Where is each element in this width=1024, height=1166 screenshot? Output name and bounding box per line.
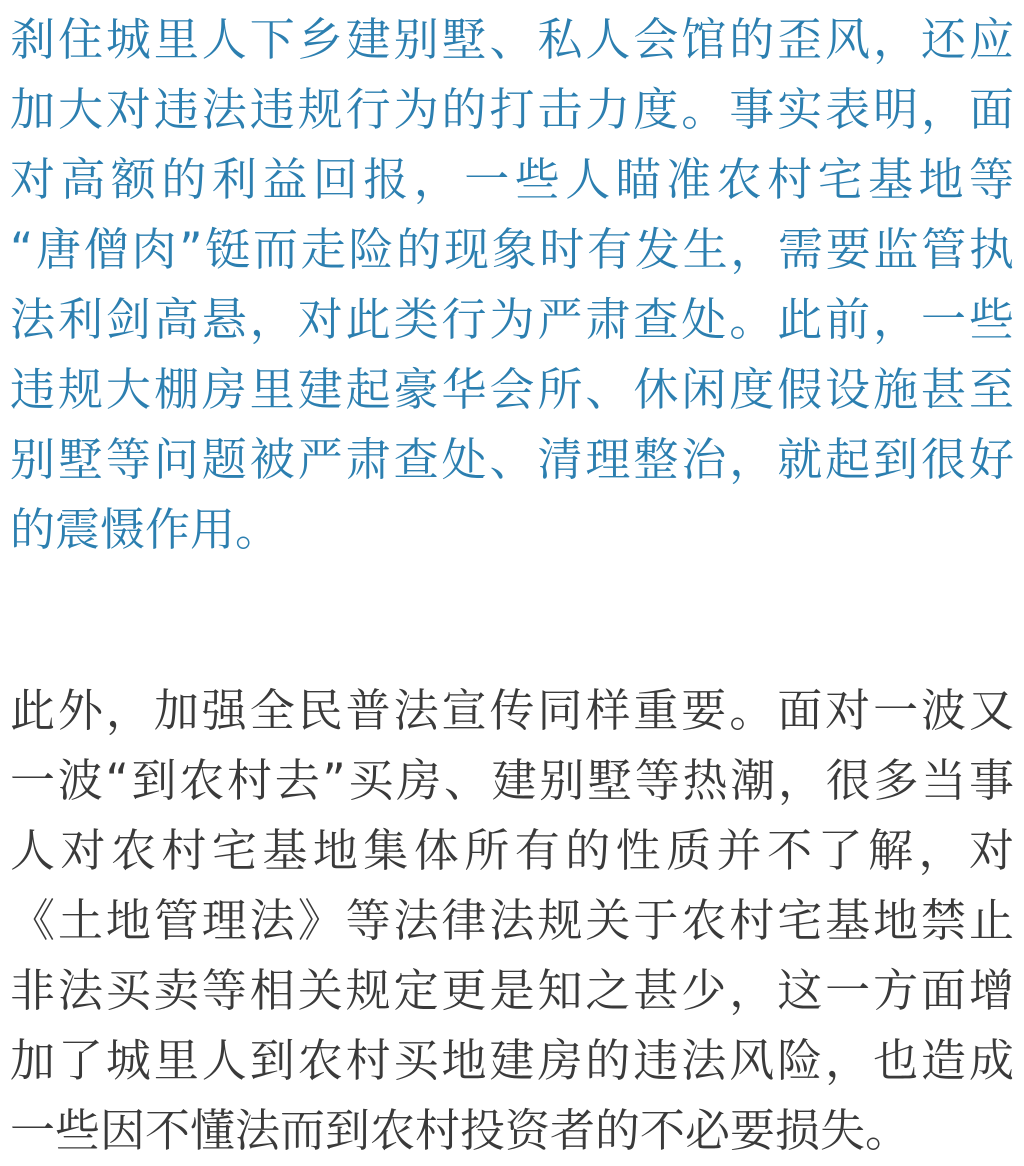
paragraph-line: 《土地管理法》等法律法规关于农村宅基地禁止 (10, 894, 1014, 947)
paragraph-line: 人对农村宅基地集体所有的性质并不了解，对 (10, 824, 1014, 877)
paragraph-line: 对高额的利益回报，一些人瞄准农村宅基地等 (10, 153, 1014, 206)
paragraph-line: 一些因不懂法而到农村投资者的不必要损失。 (10, 1104, 911, 1157)
paragraph-line: “唐僧肉”铤而走险的现象时有发生，需要监管执 (10, 223, 1014, 276)
paragraph-line: 非法买卖等相关规定更是知之甚少，这一方面增 (10, 964, 1014, 1017)
paragraph-line: 违规大棚房里建起豪华会所、休闲度假设施甚至 (10, 363, 1014, 416)
paragraph-line: 加大对违法违规行为的打击力度。事实表明，面 (10, 83, 1014, 136)
paragraph-line: 法利剑高悬，对此类行为严肃查处。此前，一些 (10, 293, 1014, 346)
paragraph-spacer (10, 565, 1014, 676)
paragraph-line: 此外，加强全民普法宣传同样重要。面对一波又 (10, 684, 1014, 737)
paragraph-line: 加了城里人到农村买地建房的违法风险，也造成 (10, 1034, 1014, 1087)
paragraph-line: 别墅等问题被严肃查处、清理整治，就起到很好 (10, 433, 1014, 486)
paragraph-line: 的震慑作用。 (10, 503, 281, 556)
paragraph-2 (10, 676, 1014, 1166)
paragraph-line: 一波“到农村去”买房、建别墅等热潮，很多当事 (10, 754, 1014, 807)
paragraph-line: 刹住城里人下乡建别墅、私人会馆的歪风，还应 (10, 13, 1014, 66)
paragraph-1 (10, 5, 1014, 565)
article-body (10, 0, 1014, 1166)
